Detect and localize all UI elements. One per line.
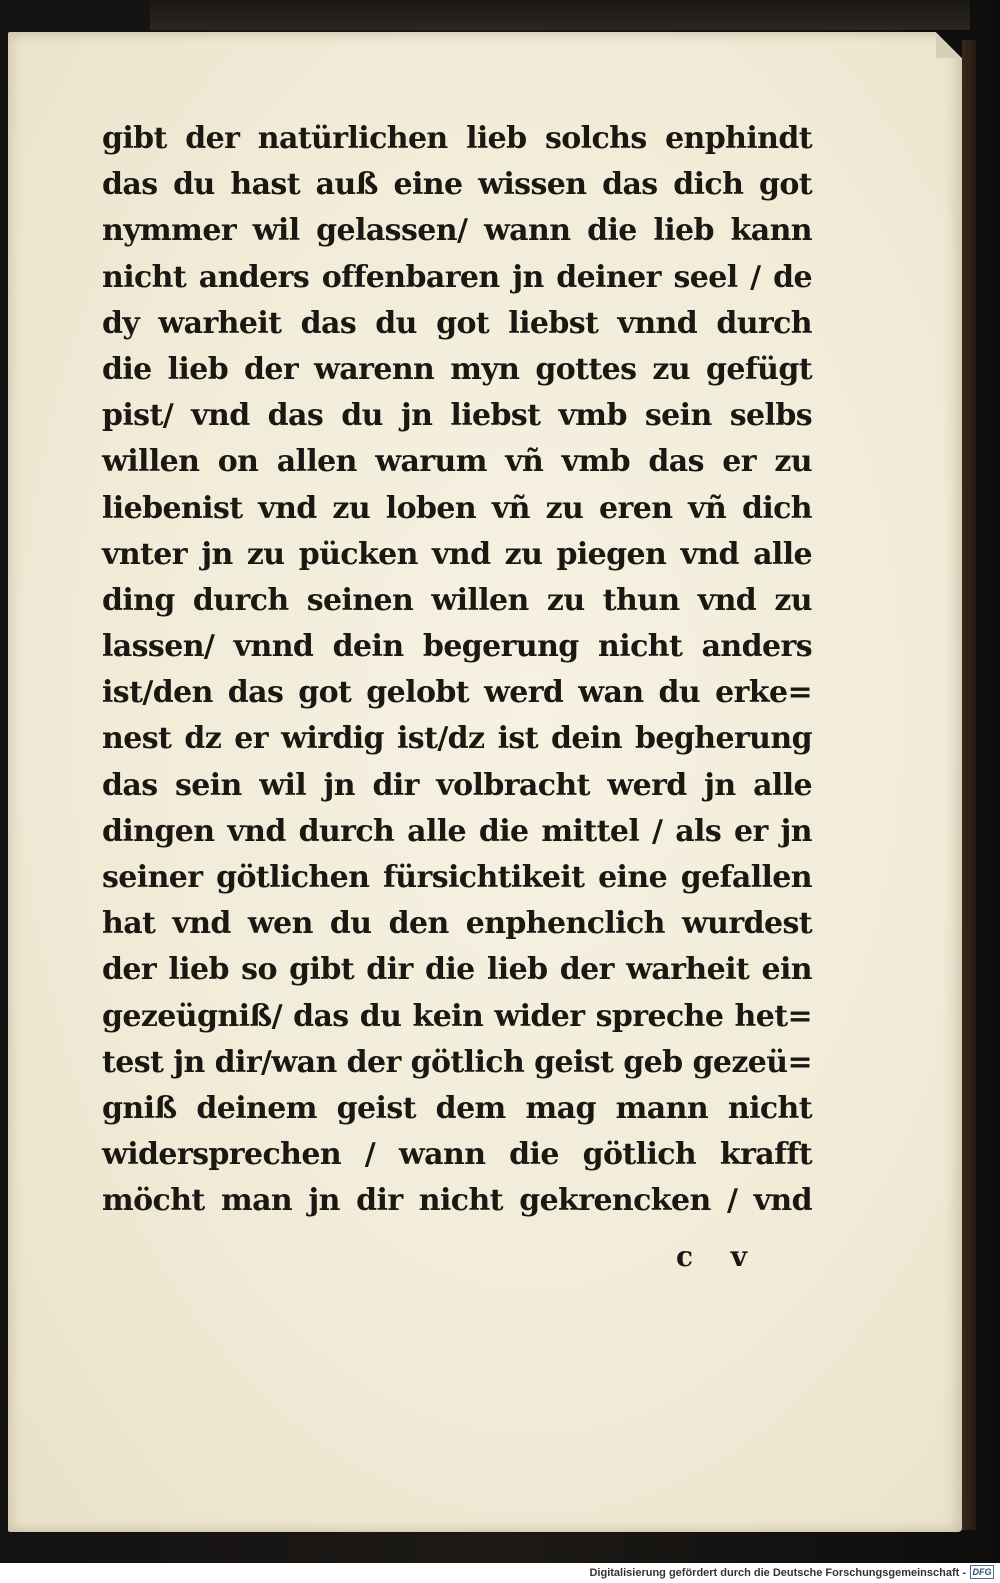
text-line: gibt der natürlichen lieb solchs enphindt xyxy=(102,121,812,156)
text-block xyxy=(102,116,812,1225)
text-line: das du hast auß eine wissen das dich got xyxy=(102,167,812,203)
text-line: nest dz er wirdig ist/dz ist dein begherung xyxy=(102,721,812,757)
text-line: liebenist vnd zu loben vñ zu eren vñ dich xyxy=(102,490,812,526)
text-line: pist/ vnd das du jn liebst vmb sein selbs xyxy=(102,398,812,434)
funding-credit: Digitalisierung gefördert durch die Deutsche Forschungsgemeinschaft - xyxy=(589,1567,966,1579)
text-line: nicht anders offenbaren jn deiner seel / de xyxy=(102,259,812,295)
book-board-top-edge xyxy=(150,0,970,30)
text-line: vnter jn zu pücken vnd zu piegen vnd alle xyxy=(102,536,812,572)
text-line: test jn dir/wan der götlich geist geb gezeü= xyxy=(102,1044,812,1080)
text-line: möcht man jn dir nicht gekrencken / vnd xyxy=(102,1183,812,1219)
text-line: der lieb so gibt dir die lieb der warheit ein xyxy=(102,952,812,988)
text-line: nymmer wil gelassen/ wann die lieb kann xyxy=(102,213,812,249)
footer-bar xyxy=(0,1563,1000,1583)
book-board-right-edge xyxy=(960,40,976,1530)
signature-mark: c v xyxy=(676,1240,762,1273)
text-line: ist/den das got gelobt werd wan du erke= xyxy=(102,675,812,711)
page-corner xyxy=(936,32,962,58)
dfg-logo-icon: DFG xyxy=(970,1565,994,1579)
text-line: ding durch seinen willen zu thun vnd zu xyxy=(102,582,812,618)
text-line: lassen/ vnnd dein begerung nicht anders xyxy=(102,629,812,665)
text-line: dy warheit das du got liebst vnnd durch xyxy=(102,305,812,341)
text-line: seiner götlichen fürsichtikeit eine gefallen xyxy=(102,860,812,895)
text-line: die lieb der warenn myn gottes zu gefügt xyxy=(102,351,812,387)
text-line: das sein wil jn dir volbracht werd jn alle xyxy=(102,767,812,803)
text-line: hat vnd wen du den enphenclich wurdest xyxy=(102,906,812,942)
text-line: willen on allen warum vñ vmb das er zu xyxy=(102,444,812,480)
text-line: gniß deinem geist dem mag mann nicht xyxy=(102,1090,812,1126)
text-line: gezeügniß/ das du kein wider spreche het= xyxy=(102,998,812,1034)
text-line: dingen vnd durch alle die mittel / als er jn xyxy=(102,813,812,849)
text-line: widersprechen / wann die götlich krafft xyxy=(102,1137,812,1173)
